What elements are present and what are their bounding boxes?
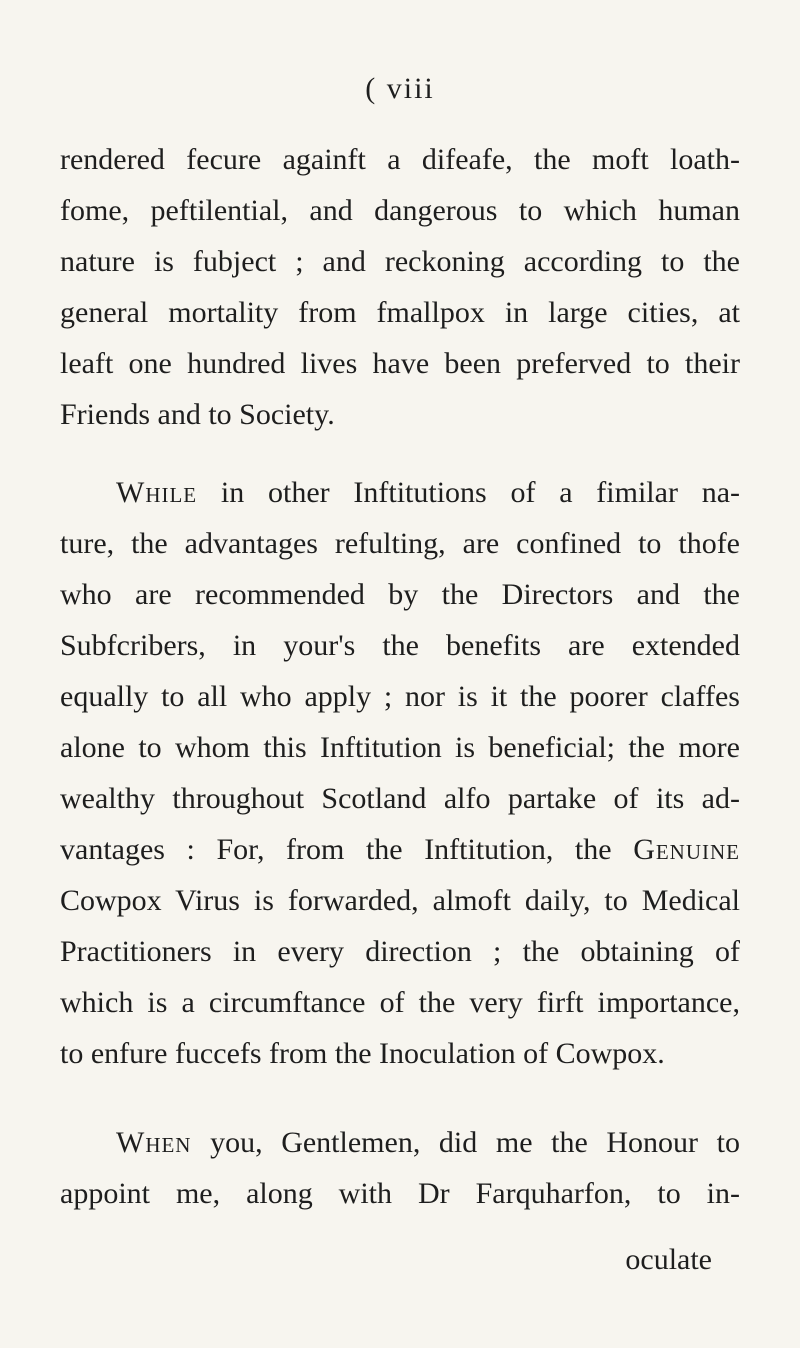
text-line: nature is fubject ; and reckoning according to the — [60, 245, 740, 278]
text-line: you, Gentlemen, did me the Honour to — [210, 1126, 740, 1159]
paragraph-lead-word: When — [116, 1126, 192, 1159]
text-line: Friends and to Society. — [60, 398, 335, 431]
text-line: rendered fecure againft a difeafe, the moft loath- — [60, 143, 740, 176]
text-line: general mortality from fmallpox in large cities, at — [60, 296, 740, 329]
text-line: Practitioners in every direction ; the obtaining of — [60, 935, 740, 968]
text-line: who are recommended by the Directors and the — [60, 578, 740, 611]
text-line: Cowpox Virus is forwarded, almoft daily, to Medical — [60, 884, 740, 917]
text-line: leaft one hundred lives have been preferved to their — [60, 347, 740, 380]
catchword: oculate — [625, 1243, 712, 1276]
text-line: equally to all who apply ; nor is it the poorer claffes — [60, 680, 740, 713]
text-line: fome, peftilential, and dangerous to which human — [60, 194, 740, 227]
paragraph-opening-line — [116, 1123, 740, 1163]
paragraph-opening-line — [116, 473, 740, 513]
text-line: wealthy throughout Scotland alfo partake of its ad- — [60, 782, 740, 815]
text-line: ture, the advantages refulting, are confined to thofe — [60, 527, 740, 560]
text-line-with-small-caps — [60, 830, 740, 870]
text-line: appoint me, along with Dr Farquharfon, to in- — [60, 1177, 740, 1210]
paragraph-lead-word: While — [116, 476, 198, 509]
text-line: which is a circumftance of the very firft importance, — [60, 986, 740, 1019]
page-number: ( viii — [365, 72, 435, 105]
text-line: vantages : For, from the Inftitution, the — [60, 833, 612, 866]
text-line: alone to whom this Inftitution is beneficial; the more — [60, 731, 740, 764]
text-line: in other Inftitutions of a fimilar na- — [220, 476, 740, 509]
text-line: Subfcribers, in your's the benefits are extended — [60, 629, 740, 662]
small-caps-word: Genuine — [633, 833, 740, 866]
text-line: to enfure fuccefs from the Inoculation of Cowpox. — [60, 1037, 665, 1070]
